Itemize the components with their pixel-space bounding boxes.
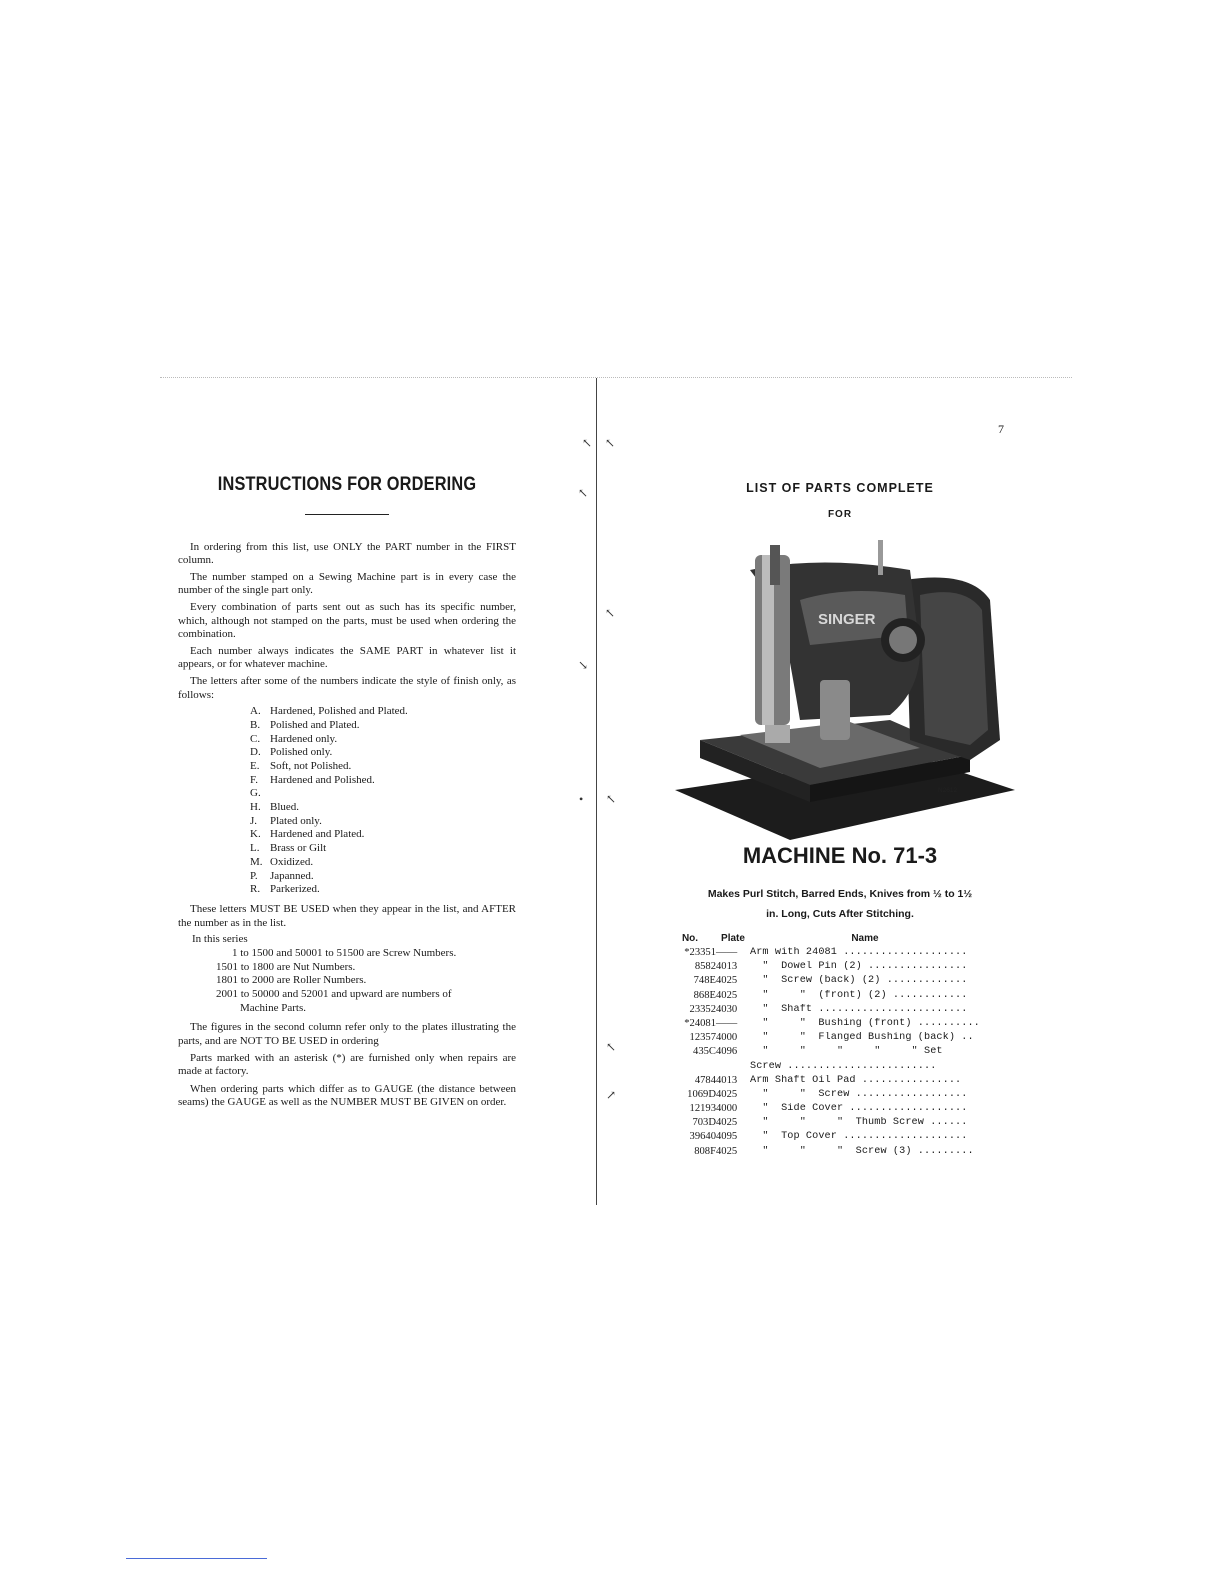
description-line: in. Long, Cuts After Stitching. [766, 908, 914, 920]
instruction-paragraph: Every combination of parts sent out as such has its specific number, which, although not stamped on the parts, must be used when ordering the combination. [178, 600, 516, 641]
part-no: 12357 [689, 1032, 716, 1044]
finish-item: B. Polished and Plated. [250, 718, 360, 731]
part-name: " Screw (back) (2) ............. [750, 975, 968, 987]
series-line: 1801 to 2000 are Roller Numbers. [216, 974, 367, 987]
photo-code: N2612 [938, 787, 958, 794]
scan-mark: ↖ [605, 436, 616, 450]
machine-title: MACHINE No. 71-3 [742, 843, 938, 868]
finish-item: R. Parkerized. [250, 883, 320, 896]
series-line: 1 to 1500 and 50001 to 51500 are Screw Numbers. [232, 946, 457, 959]
finish-item: P. Japanned. [250, 869, 314, 882]
finish-item: M. Oxidized. [250, 855, 314, 868]
part-no: 435C [693, 1046, 716, 1058]
table-row [664, 975, 980, 989]
finish-item: A. Hardened, Polished and Plated. [250, 705, 408, 718]
table-row [664, 1018, 980, 1032]
part-no: 808F [694, 1145, 716, 1157]
for-label: FOR [827, 509, 853, 520]
part-plate: 4013 [716, 1074, 738, 1086]
scan-mark: ↘ [578, 658, 589, 672]
part-name: Screw ........................ [750, 1060, 937, 1072]
table-row [664, 1004, 980, 1018]
table-row [664, 1075, 980, 1089]
part-no: 8582 [694, 961, 716, 973]
scan-mark: ↖ [606, 792, 617, 806]
part-plate: 4096 [716, 1046, 738, 1058]
part-name: " " " Screw (3) ......... [750, 1145, 974, 1157]
part-no [664, 1061, 716, 1075]
finish-item: E. Soft, not Polished. [250, 759, 352, 772]
table-header-row [664, 933, 980, 947]
scan-mark: ↖ [606, 1040, 617, 1054]
table-row [664, 990, 980, 1004]
part-plate: 4000 [716, 1032, 738, 1044]
series-block [192, 933, 516, 1015]
part-name: " " (front) (2) ............ [750, 989, 968, 1001]
part-plate: 4000 [716, 1103, 738, 1115]
part-no: 703D [692, 1117, 716, 1129]
part-name: " Shaft ........................ [750, 1003, 968, 1015]
must-use-note: These letters MUST BE USED when they appear in the list, and AFTER the number as in the list. [178, 902, 516, 929]
part-plate: 4030 [716, 1003, 738, 1015]
page-number: 7 [998, 422, 1004, 436]
part-name: " " " " " Set [750, 1046, 943, 1058]
table-row [664, 1131, 980, 1145]
table-row [664, 1103, 980, 1117]
part-plate: —— [716, 1017, 738, 1029]
part-plate: 4095 [716, 1131, 738, 1143]
part-name: Arm with 24081 .................... [750, 947, 968, 958]
instruction-paragraph: Each number always indicates the SAME PART in whatever list it appears, or for whatever machine. [178, 644, 516, 671]
thread-spindle [878, 540, 883, 575]
finish-item: G. [250, 787, 261, 800]
finish-item: C. Hardened only. [250, 732, 338, 745]
list-title: LIST OF PARTS COMPLETE [746, 481, 934, 495]
table-row [664, 947, 980, 961]
instruction-paragraph: The letters after some of the numbers indicate the style of finish only, as follows: [178, 674, 516, 701]
page-gutter [596, 378, 597, 1205]
part-name: " Dowel Pin (2) ................ [750, 961, 968, 973]
scan-mark: ↖ [605, 606, 616, 620]
finish-item: L. Brass or Gilt [250, 842, 327, 855]
scan-mark: ↖ [582, 436, 593, 450]
part-no: 39640 [689, 1131, 716, 1143]
column-header-plate: Plate [721, 933, 745, 944]
column-header-name: Name [851, 933, 879, 944]
scan-mark: ↗ [606, 1088, 617, 1102]
gauge-note: When ordering parts which differ as to GAUGE (the distance between seams) the GAUGE as well as the NUMBER MUST BE GIVEN on order. [178, 1082, 516, 1109]
finish-item: F. Hardened and Polished. [250, 773, 375, 786]
footer-link-underline [126, 1558, 267, 1559]
finish-item: H. Blued. [250, 801, 300, 814]
part-plate: 4025 [716, 1145, 738, 1157]
machine-description [660, 884, 1020, 924]
part-no: *23351 [684, 947, 716, 958]
part-name: " " Flanged Bushing (back) .. [750, 1032, 974, 1044]
asterisk-note: Parts marked with an asterisk (*) are furnished only when repairs are made at factory. [178, 1051, 516, 1078]
description-line: Makes Purl Stitch, Barred Ends, Knives from ½ to 1½ [707, 888, 973, 900]
part-plate [716, 1061, 750, 1075]
series-intro: In this series [192, 933, 248, 946]
machine-photo [670, 540, 1015, 840]
instruction-paragraph: The number stamped on a Sewing Machine part is in every case the number of the single part only. [178, 570, 516, 597]
table-row [664, 1089, 980, 1103]
scan-mark: • [579, 792, 584, 806]
table-row [664, 1146, 980, 1160]
finish-item: J. Plated only. [250, 814, 322, 827]
instruction-paragraph: In ordering from this list, use ONLY the PART number in the FIRST column. [178, 540, 516, 567]
part-no: 868E [693, 989, 716, 1001]
part-plate: 4025 [716, 975, 738, 987]
part-name: " " Bushing (front) .......... [750, 1017, 980, 1029]
finish-list [250, 705, 516, 897]
parts-table [664, 933, 980, 1160]
brand-label: SINGER [818, 611, 876, 628]
part-plate: 4013 [716, 961, 738, 973]
part-name: " " " Thumb Screw ...... [750, 1117, 968, 1129]
page-title: INSTRUCTIONS FOR ORDERING [217, 474, 477, 495]
part-no: 1069D [687, 1088, 716, 1100]
left-page [178, 470, 516, 1113]
part-no: 23352 [689, 1003, 716, 1015]
part-name: " Top Cover .................... [750, 1131, 968, 1143]
title-rule [305, 514, 389, 515]
series-line: 1501 to 1800 are Nut Numbers. [216, 960, 356, 973]
table-row [664, 961, 980, 975]
series-line: Machine Parts. [240, 1001, 306, 1014]
part-plate: 4025 [716, 1117, 738, 1129]
part-plate: 4025 [716, 989, 738, 1001]
part-name: " Side Cover ................... [750, 1103, 968, 1115]
part-plate: 4025 [716, 1088, 738, 1100]
column-header-no: No. [681, 933, 699, 944]
finish-item: D. Polished only. [250, 746, 333, 759]
part-plate: —— [716, 947, 738, 958]
part-name: " " Screw .................. [750, 1088, 968, 1100]
series-line: 2001 to 50000 and 52001 and upward are numbers of [216, 987, 452, 1000]
part-no: 748E [693, 975, 716, 987]
part-name: Arm Shaft Oil Pad ................ [750, 1074, 962, 1086]
part-no: 12193 [689, 1103, 716, 1115]
part-no: *24081 [684, 1017, 716, 1029]
figures-note: The figures in the second column refer only to the plates illustrating the parts, and are NOT TO BE USED in ordering [178, 1021, 516, 1047]
part-no: 4784 [694, 1074, 716, 1086]
scan-mark: ↖ [578, 486, 589, 500]
table-row [664, 1046, 980, 1060]
table-row [664, 1032, 980, 1046]
finish-item: K. Hardened and Plated. [250, 828, 365, 841]
table-row [664, 1117, 980, 1131]
table-row [664, 1061, 980, 1075]
spread-top-edge [160, 377, 1072, 378]
